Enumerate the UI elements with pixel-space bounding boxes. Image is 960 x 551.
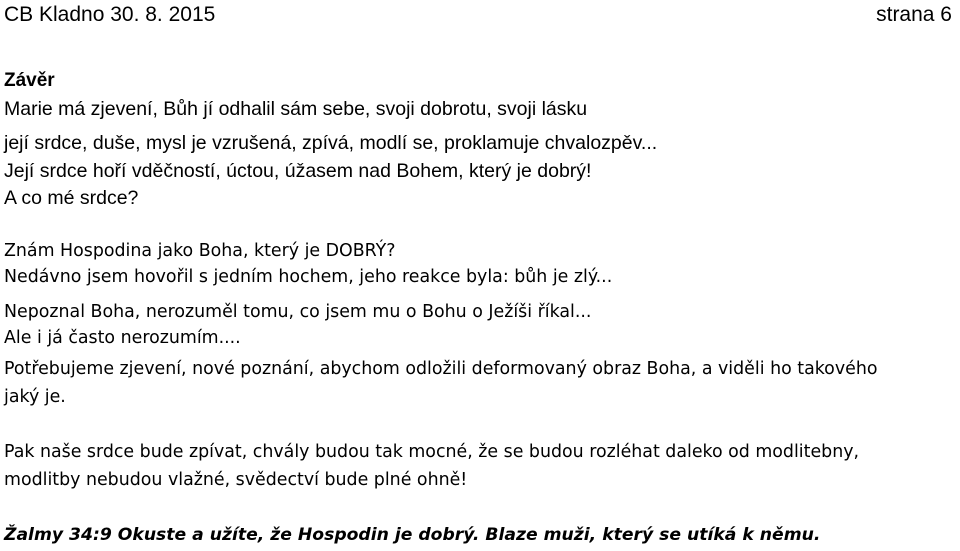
section-heading: Závěr (4, 70, 55, 91)
text-line: modlitby nebudou vlažné, svědectví bude plné ohně! (4, 470, 468, 490)
text-line: Ale i já často nerozumím.... (4, 328, 241, 348)
bible-verse: Žalmy 34:9 Okuste a užíte, že Hospodin je dobrý. Blaze muži, který se utíká k němu. (4, 525, 821, 545)
text-line: Nedávno jsem hovořil s jedním hochem, jeho reakce byla: bůh je zlý... (4, 267, 613, 287)
text-line: Nepoznal Boha, nerozuměl tomu, co jsem mu o Bohu o Ježíši říkal... (4, 302, 592, 322)
page-number: strana 6 (876, 3, 952, 26)
text-line: Potřebujeme zjevení, nové poznání, abychom odložili deformovaný obraz Boha, a viděli ho takového (4, 359, 878, 379)
header-date: CB Kladno 30. 8. 2015 (4, 3, 216, 26)
text-line: Pak naše srdce bude zpívat, chvály budou tak mocné, že se budou rozléhat daleko od modlitebny, (4, 442, 860, 462)
page-header (4, 0, 952, 30)
text-line: Marie má zjevení, Bůh jí odhalil sám sebe, svoji dobrotu, svoji lásku (4, 98, 588, 120)
text-line: Znám Hospodina jako Boha, který je DOBRÝ? (4, 241, 396, 261)
text-line: Její srdce hoří vděčností, úctou, úžasem nad Bohem, který je dobrý! (4, 160, 592, 182)
text-line: A co mé srdce? (4, 187, 139, 209)
text-line: jaký je. (4, 387, 66, 407)
text-line: její srdce, duše, mysl je vzrušená, zpívá, modlí se, proklamuje chvalozpěv... (4, 132, 658, 154)
